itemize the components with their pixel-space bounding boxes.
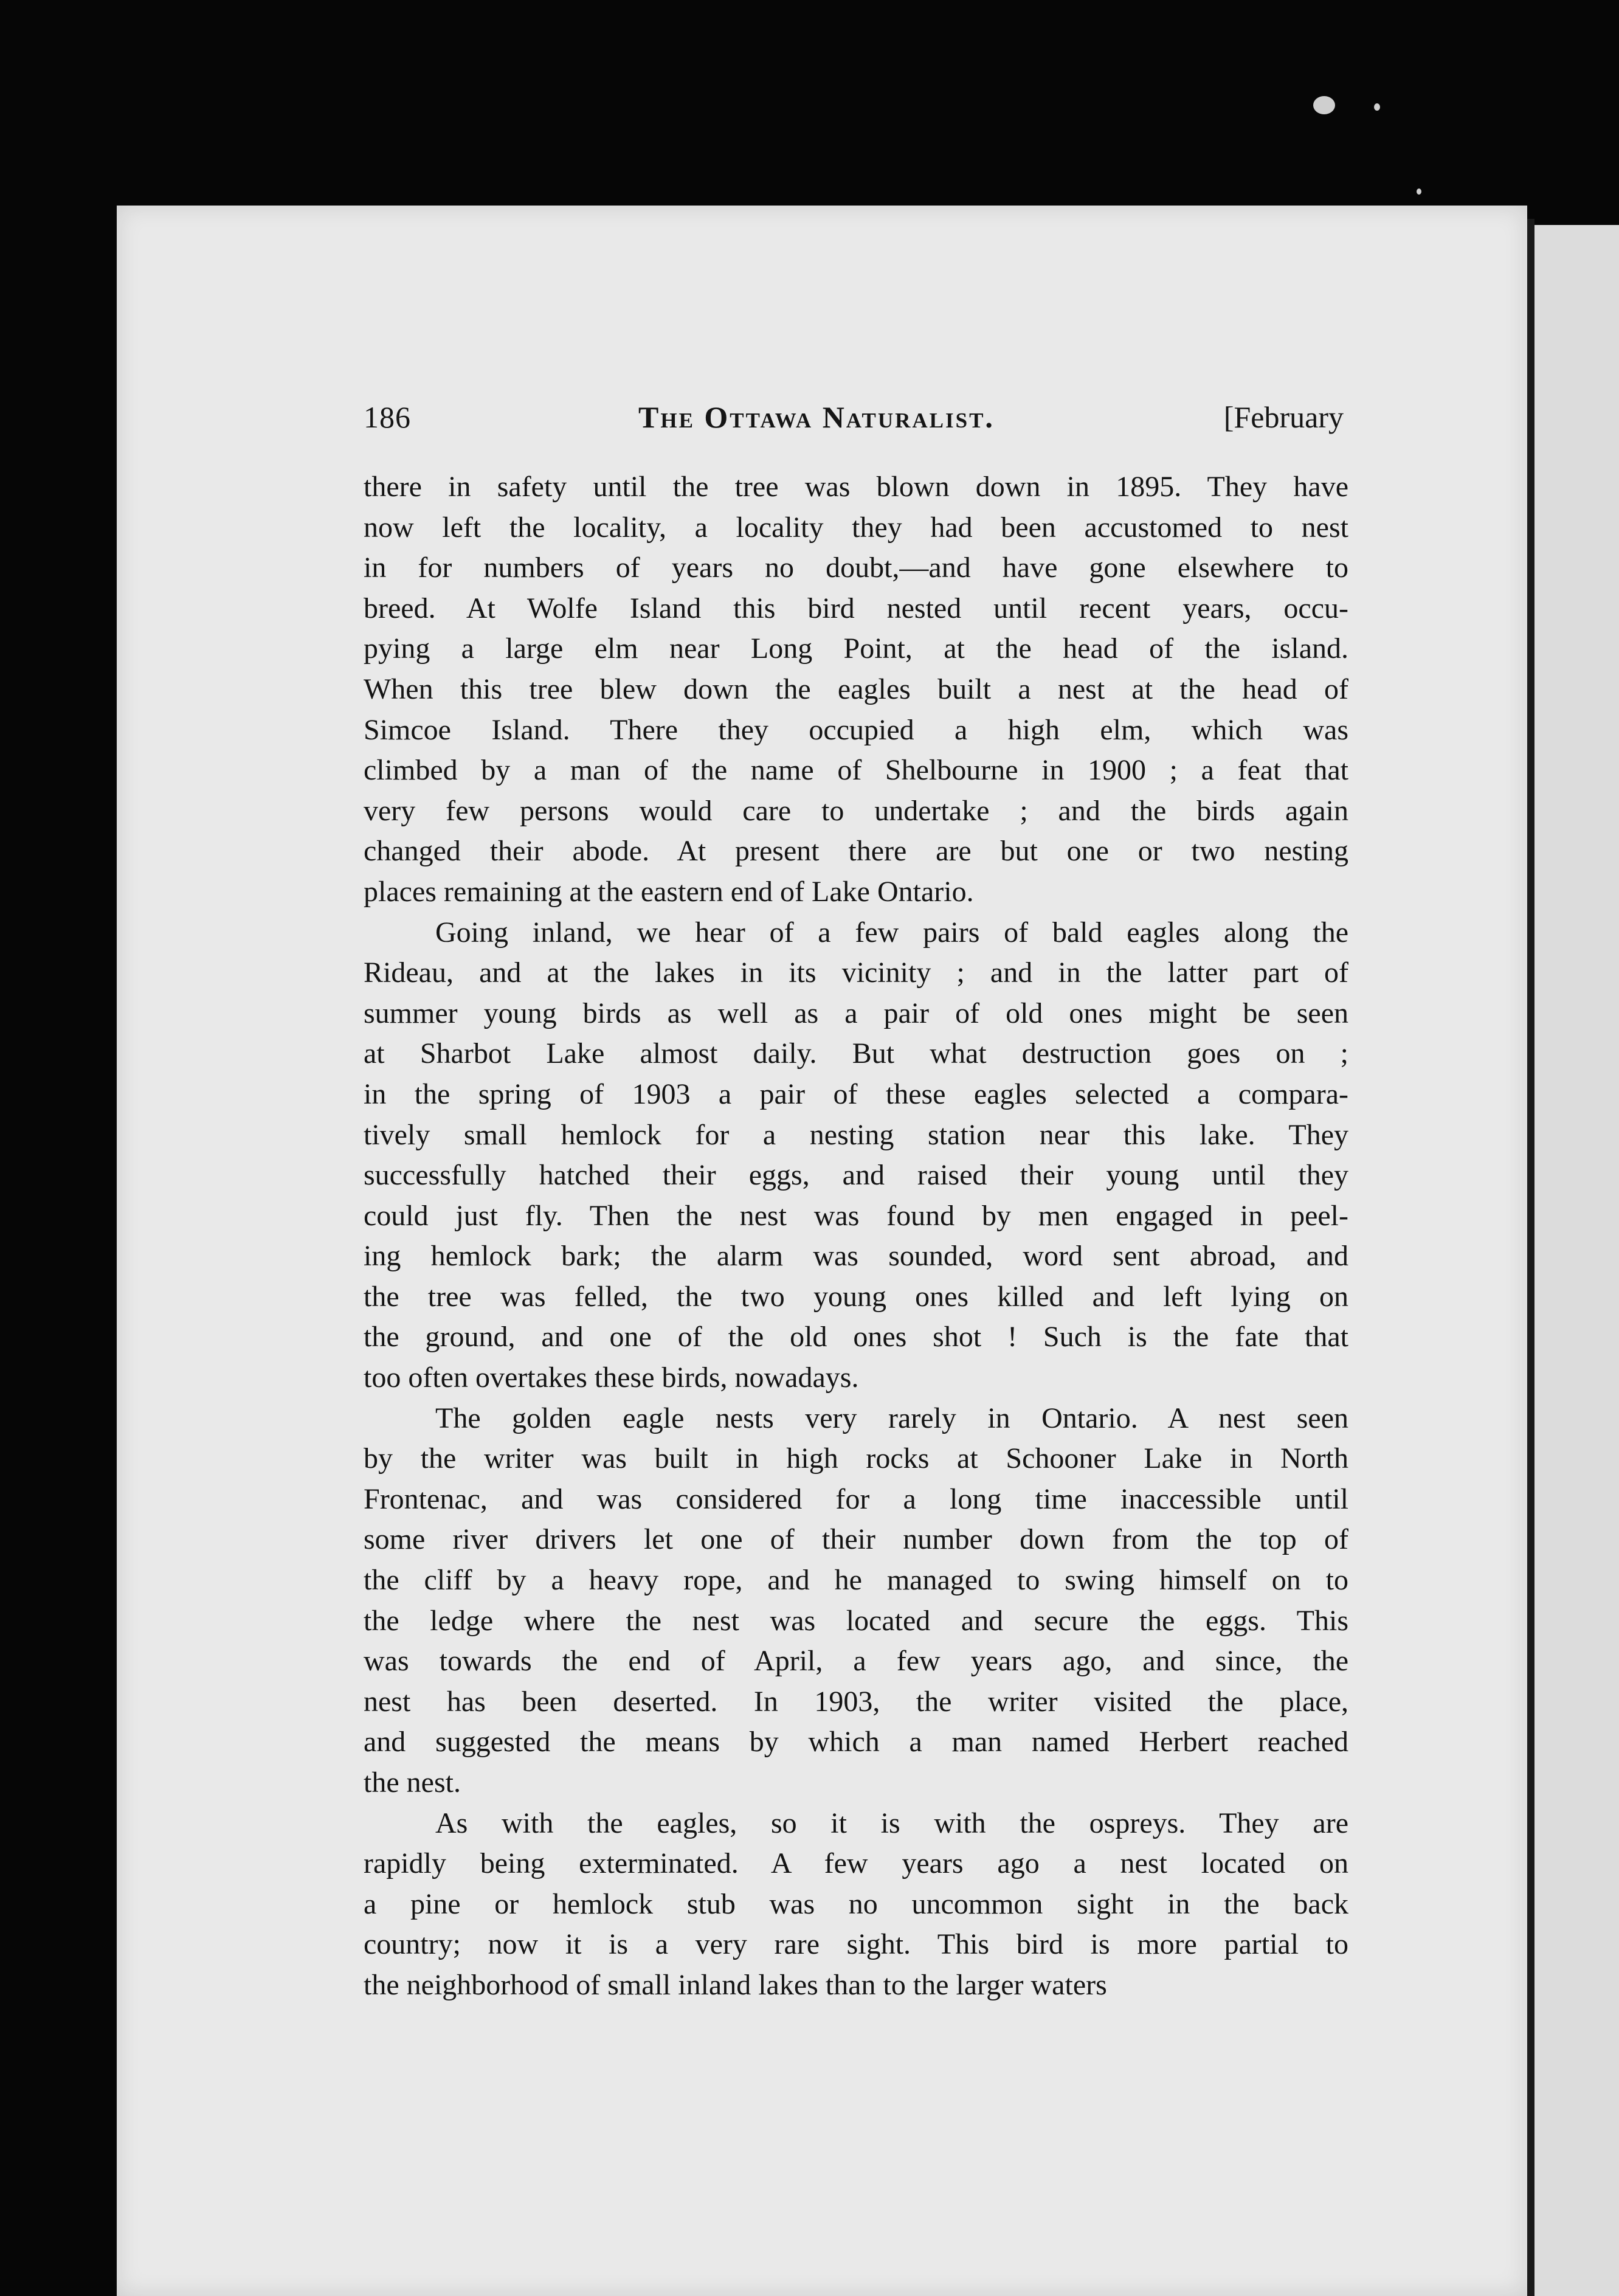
text-line: the ledge where the nest was located and secure the eggs. This xyxy=(364,1604,1348,1637)
text-line: the nest. xyxy=(364,1766,461,1799)
text-line: The golden eagle nests very rarely in Ontario. A nest seen xyxy=(435,1402,1348,1434)
running-header xyxy=(364,399,1344,442)
text-line: Simcoe Island. There they occupied a high elm, which was xyxy=(364,713,1348,746)
text-line: ing hemlock bark; the alarm was sounded, word sent abroad, and xyxy=(364,1240,1348,1273)
text-line: by the writer was built in high rocks at Schooner Lake in North xyxy=(364,1442,1348,1475)
text-line: tively small hemlock for a nesting station near this lake. They xyxy=(364,1118,1348,1151)
text-line: As with the eagles, so it is with the ospreys. They are xyxy=(435,1807,1348,1839)
text-line: Going inland, we hear of a few pairs of bald eagles along the xyxy=(435,916,1348,949)
text-line: now left the locality, a locality they had been accustomed to nest xyxy=(364,511,1348,544)
dust-speck xyxy=(1313,96,1335,114)
text-line: Frontenac, and was considered for a long time inaccessible until xyxy=(364,1482,1348,1515)
journal-title: The Ottawa Naturalist. xyxy=(638,400,995,434)
text-line: there in safety until the tree was blown down in 1895. They have xyxy=(364,471,1348,503)
dust-speck xyxy=(1417,188,1421,195)
text-line: rapidly being exterminated. A few years ago a nest located on xyxy=(364,1847,1348,1880)
text-line: in for numbers of years no doubt,—and have gone elsewhere to xyxy=(364,552,1348,584)
text-line: Rideau, and at the lakes in its vicinity ; and in the latter part of xyxy=(364,956,1348,989)
text-line: climbed by a man of the name of Shelbourne in 1900 ; a feat that xyxy=(364,754,1348,787)
text-line: the cliff by a heavy rope, and he managed to swing himself on to xyxy=(364,1564,1348,1597)
text-line: places remaining at the eastern end of Lake Ontario. xyxy=(364,875,974,908)
text-line: was towards the end of April, a few years ago, and since, the xyxy=(364,1645,1348,1678)
text-line: summer young birds as well as a pair of old ones might be seen xyxy=(364,997,1348,1029)
text-line: the tree was felled, the two young ones killed and left lying on xyxy=(364,1280,1348,1313)
text-line: the ground, and one of the old ones shot ! Such is the fate that xyxy=(364,1321,1348,1354)
issue-month: [February xyxy=(1223,400,1344,434)
text-line: changed their abode. At present there are but one or two nesting xyxy=(364,835,1348,868)
text-line: When this tree blew down the eagles built a nest at the head of xyxy=(364,673,1348,705)
page-number: 186 xyxy=(364,400,411,434)
text-line: pying a large elm near Long Point, at the head of the island. xyxy=(364,632,1348,665)
text-line: the neighborhood of small inland lakes than to the larger waters xyxy=(364,1968,1107,2001)
adjacent-page-edge xyxy=(1534,225,1619,2296)
text-line: and suggested the means by which a man named Herbert reached xyxy=(364,1726,1348,1758)
text-line: could just fly. Then the nest was found by men engaged in peel- xyxy=(364,1199,1348,1232)
text-line: too often overtakes these birds, nowadays. xyxy=(364,1361,859,1394)
article-body xyxy=(364,467,1348,2006)
text-line: country; now it is a very rare sight. This bird is more partial to xyxy=(364,1928,1348,1961)
dust-speck xyxy=(1374,103,1380,111)
text-line: some river drivers let one of their number down from the top of xyxy=(364,1523,1348,1556)
text-line: a pine or hemlock stub was no uncommon sight in the back xyxy=(364,1887,1348,1920)
text-line: breed. At Wolfe Island this bird nested until recent years, occu- xyxy=(364,592,1348,624)
text-line: at Sharbot Lake almost daily. But what destruction goes on ; xyxy=(364,1037,1348,1070)
page-gutter xyxy=(1527,219,1534,2296)
text-line: successfully hatched their eggs, and raised their young until they xyxy=(364,1159,1348,1192)
text-line: nest has been deserted. In 1903, the writer visited the place, xyxy=(364,1685,1348,1718)
text-line: in the spring of 1903 a pair of these eagles selected a compara- xyxy=(364,1077,1348,1110)
text-line: very few persons would care to undertake ; and the birds again xyxy=(364,794,1348,827)
